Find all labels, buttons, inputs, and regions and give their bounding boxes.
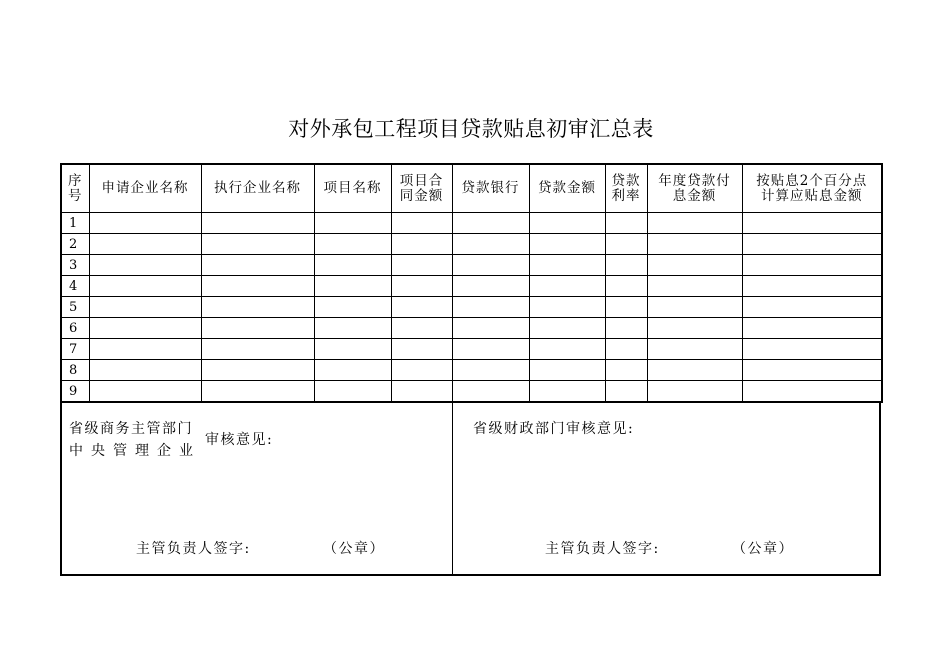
table-cell [201,339,314,360]
table-cell [391,213,452,234]
table-cell [742,213,882,234]
row-number: 5 [61,297,89,318]
table-cell [605,234,647,255]
row-number: 6 [61,318,89,339]
header-cell-seq: 序 号 [61,164,89,213]
table-row [61,381,882,403]
table-cell [391,360,452,381]
central-enterprise-label: 中央管理企业 [69,443,201,459]
commerce-opinion-label: 审核意见: [205,432,274,448]
header-cell-project-name: 项目名称 [314,164,391,213]
table-cell [452,234,529,255]
table-cell [89,339,201,360]
header-cell-bank: 贷款银行 [452,164,529,213]
table-cell [314,276,391,297]
table-cell [452,381,529,403]
table-row [61,318,882,339]
table-cell [391,276,452,297]
table-row [61,339,882,360]
table-cell [742,255,882,276]
table-cell [314,234,391,255]
header-cell-loan-amount: 贷款金额 [529,164,605,213]
table-cell [452,360,529,381]
page-title: 对外承包工程项目贷款贴息初审汇总表 [288,117,654,141]
table-cell [314,381,391,403]
table-cell [452,255,529,276]
table-row [61,297,882,318]
table-cell [314,297,391,318]
table-row [61,213,882,234]
table-cell [605,213,647,234]
row-number: 2 [61,234,89,255]
table-cell [647,255,742,276]
table-cell [201,318,314,339]
table-cell [201,234,314,255]
table-cell [647,276,742,297]
section-divider [452,403,453,574]
table-cell [529,234,605,255]
table-cell [89,381,201,403]
finance-opinion-label: 省级财政部门审核意见: [473,421,635,437]
table-cell [391,255,452,276]
table-cell [647,381,742,403]
table-cell [391,318,452,339]
table-cell [742,276,882,297]
table-cell [647,213,742,234]
table-cell [89,276,201,297]
table-cell [742,339,882,360]
table-cell [89,297,201,318]
table-cell [742,297,882,318]
table-cell [201,276,314,297]
table-cell [742,234,882,255]
row-number: 3 [61,255,89,276]
row-number: 1 [61,213,89,234]
row-number: 9 [61,381,89,403]
table-row [61,360,882,381]
review-section [60,403,881,576]
header-cell-executor: 执行企业名称 [201,164,314,213]
table-cell [742,360,882,381]
table-cell [529,276,605,297]
table-row [61,276,882,297]
table-cell [314,360,391,381]
table-cell [529,360,605,381]
table-cell [605,276,647,297]
row-number: 4 [61,276,89,297]
table-row [61,234,882,255]
table-cell [605,255,647,276]
table-cell [89,213,201,234]
table-cell [391,381,452,403]
table-cell [391,297,452,318]
table-cell [647,318,742,339]
table-cell [452,213,529,234]
table-cell [89,318,201,339]
table-cell [89,360,201,381]
table-cell [452,297,529,318]
table-cell [605,360,647,381]
table-cell [89,234,201,255]
finance-signature-label: 主管负责人签字: [545,541,660,557]
table-cell [647,297,742,318]
table-cell [529,339,605,360]
table-cell [529,297,605,318]
header-cell-contract-amount: 项目合 同金额 [391,164,452,213]
table-cell [647,360,742,381]
header-cell-applicant: 申请企业名称 [89,164,201,213]
table-cell [452,318,529,339]
table-cell [314,339,391,360]
header-cell-rate: 贷款 利率 [605,164,647,213]
table-cell [605,318,647,339]
header-row [61,164,882,213]
header-cell-subsidy: 按贴息2个百分点 计算应贴息金额 [742,164,882,213]
table-cell [201,255,314,276]
table-cell [605,297,647,318]
table-cell [647,234,742,255]
table-cell [742,381,882,403]
header-cell-annual-interest: 年度贷款付 息金额 [647,164,742,213]
table-cell [89,255,201,276]
table-cell [605,381,647,403]
table-cell [201,381,314,403]
table-cell [201,213,314,234]
commerce-dept-label: 省级商务主管部门 [69,421,193,437]
table-cell [314,318,391,339]
table-cell [605,339,647,360]
finance-seal-label: （公章） [732,541,794,557]
table-cell [201,297,314,318]
commerce-seal-label: （公章） [323,541,385,557]
table-cell [529,213,605,234]
table-cell [529,318,605,339]
table-cell [314,255,391,276]
table-cell [742,318,882,339]
table-row [61,255,882,276]
table-cell [647,339,742,360]
table-cell [391,234,452,255]
table-cell [314,213,391,234]
summary-table [60,163,883,403]
table-cell [201,360,314,381]
table-cell [391,339,452,360]
table-cell [452,276,529,297]
commerce-signature-label: 主管负责人签字: [136,541,251,557]
row-number: 8 [61,360,89,381]
row-number: 7 [61,339,89,360]
table-cell [452,339,529,360]
table-cell [529,255,605,276]
table-cell [529,381,605,403]
